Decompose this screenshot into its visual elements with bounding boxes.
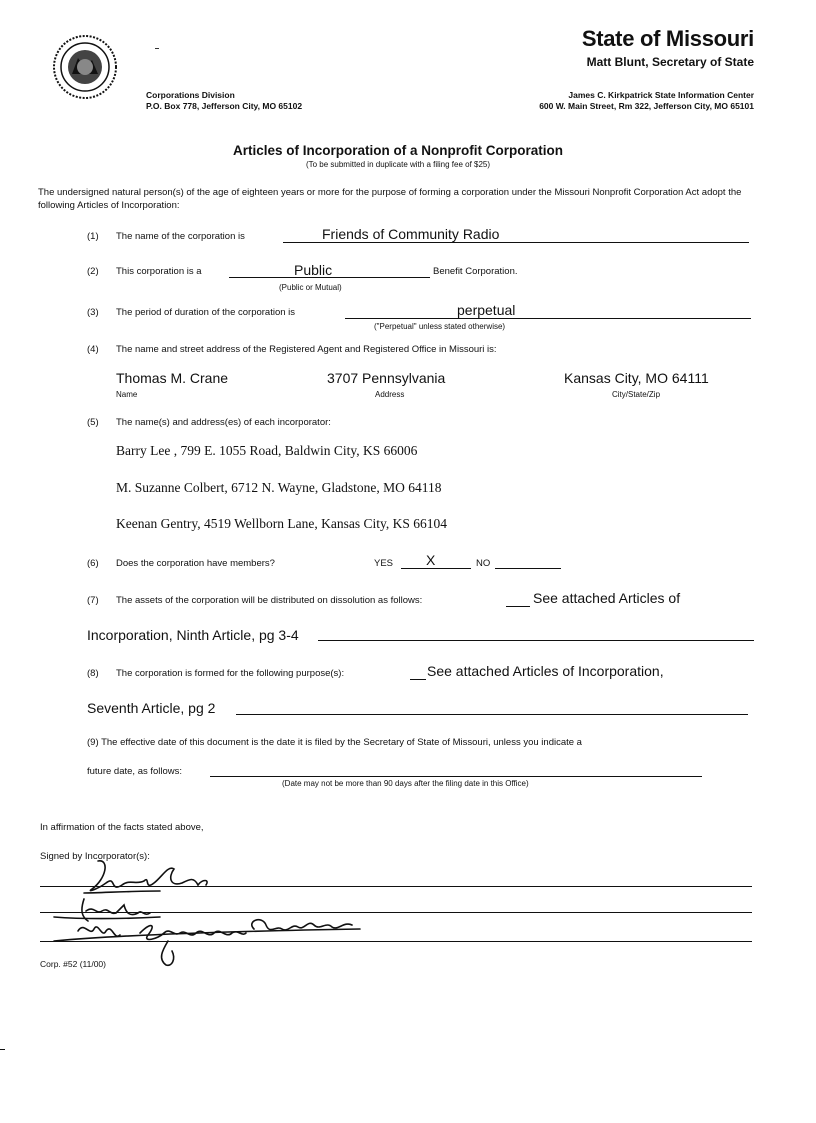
item-8-line-2 [236,714,748,715]
agent-address-caption: Address [375,390,405,399]
item-8-line-1 [410,679,426,680]
item-6-number: (6) [87,558,99,569]
state-title: State of Missouri [581,26,754,51]
signatures-image [40,855,370,975]
item-9-hint: (Date may not be more than 90 days after the filing date in this Office) [282,779,529,788]
corporation-name-value: Friends of Community Radio [322,226,500,242]
item-5-number: (5) [87,417,99,428]
item-1-label: The name of the corporation is [116,231,245,242]
secretary-name: Matt Blunt, Secretary of State [586,55,754,69]
signed-by-label: Signed by Incorporator(s): [40,851,150,862]
agent-city-caption: City/State/Zip [612,390,661,399]
division-block [146,90,302,112]
info-center-address: 600 W. Main Street, Rm 322, Jefferson City, MO 65101 [539,101,754,111]
dissolution-value-1: See attached Articles of [533,590,681,606]
duration-value: perpetual [457,302,516,318]
agent-city-value: Kansas City, MO 64111 [564,370,709,386]
item-1-line [283,242,749,243]
item-9-line [210,776,702,777]
state-seal-icon [52,34,118,100]
item-9-text-2: future date, as follows: [87,766,183,777]
incorporator-3: Keenan Gentry, 4519 Wellborn Lane, Kansas City, KS 66104 [116,516,447,531]
incorporator-1: Barry Lee , 799 E. 1055 Road, Baldwin City, KS 66006 [116,443,418,458]
item-9-text: (9) The effective date of this document is the date it is filed by the Secretary of State of Missouri, unless you indicate a [87,737,582,748]
corporation-type-value: Public [294,262,333,278]
item-4-number: (4) [87,344,99,355]
info-center-name: James C. Kirkpatrick State Information Center [568,90,754,100]
item-7-number: (7) [87,595,99,606]
stray-mark [155,48,159,49]
members-no-line [495,568,561,569]
item-6-label: Does the corporation have members? [116,558,275,569]
item-3-line [345,318,751,319]
item-3-label: The period of duration of the corporation is [116,307,296,318]
item-8-label: The corporation is formed for the following purpose(s): [116,668,345,679]
agent-address-value: 3707 Pennsylvania [327,370,446,386]
form-title: Articles of Incorporation of a Nonprofit Corporation [233,143,563,158]
item-2-label: This corporation is a [116,266,202,277]
purpose-value-2: Seventh Article, pg 2 [87,700,216,716]
item-7-line-1 [506,606,530,607]
scan-mark [0,1049,5,1050]
info-center-block [539,90,754,112]
item-7-line-2 [318,640,754,641]
members-no-label: NO [476,558,491,569]
division-address: P.O. Box 778, Jefferson City, MO 65102 [146,101,303,111]
item-3-number: (3) [87,307,99,318]
dissolution-value-2: Incorporation, Ninth Article, pg 3-4 [87,627,299,643]
item-2-suffix: Benefit Corporation. [433,266,518,277]
item-5-label: The name(s) and address(es) of each incorporator: [116,417,331,428]
item-8-number: (8) [87,668,99,679]
members-yes-line [401,568,471,569]
item-1-number: (1) [87,231,99,242]
division-name: Corporations Division [146,90,235,100]
item-4-label: The name and street address of the Registered Agent and Registered Office in Missouri is: [116,344,497,355]
form-intro: The undersigned natural person(s) of the age of eighteen years or more for the purpose of forming a corporation under the Missouri Nonprofit Corporation Act adopt the following Articles of Incorporation: [38,187,742,211]
purpose-value-1: See attached Articles of Incorporation, [427,663,664,679]
form-subtitle: (To be submitted in duplicate with a filing fee of $25) [305,160,491,169]
incorporator-2: M. Suzanne Colbert, 6712 N. Wayne, Gladstone, MO 64118 [116,480,442,495]
agent-name-value: Thomas M. Crane [116,370,229,386]
affirmation-text: In affirmation of the facts stated above, [40,822,204,833]
item-2-number: (2) [87,266,99,277]
agent-name-caption: Name [116,390,138,399]
item-3-hint: ("Perpetual" unless stated otherwise) [374,322,506,331]
members-yes-mark: X [426,552,436,568]
members-yes-label: YES [374,558,394,569]
item-7-label: The assets of the corporation will be distributed on dissolution as follows: [116,595,423,606]
form-number: Corp. #52 (11/00) [40,959,106,969]
item-2-hint: (Public or Mutual) [279,283,342,292]
